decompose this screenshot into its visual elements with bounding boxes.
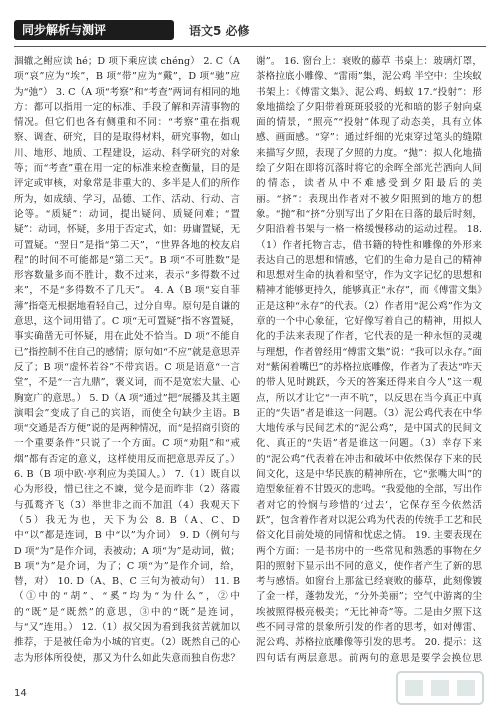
page-header	[14, 20, 486, 44]
header-rule	[14, 46, 486, 47]
right-column	[256, 54, 482, 664]
book-title-badge: 同步解析与测评	[14, 20, 174, 40]
left-column	[14, 54, 240, 664]
right-column-text-a: 谢”。 16. 窗台上：衰败的藤草 书桌上：玻璃灯罩，茶格拉底小雕像、“雷雨”集，泥公鸡 半空中：尘埃蚁 书架上：《傅雷文集》、泥公鸡、蚂蚁 17.“投射”：形象地描绘了夕阳带着斑斑驳驳的光和暗的影子射向桌面的情景，“照亮”“投射”体现了动态美，具有立体感、画面感。“穿”：通过纤细的光束穿过笔头的缝隙来描写夕照，表现了夕照的力度。“抛”：拟人化地描绘了夕阳在即将沉落时将它的余晖全部光芒洒向人间的情态，读者从中不难感受到夕阳最后的美丽。“挤”：表现出作者对不被夕阳照到的地方的想象。“抛”和“挤”分别写出了夕阳在日落的最后时刻，夕阳沿着书架与一格一格缓慢移动的运动过程。 18.（1）作者托物言志，借书籍的特性和雕像的外形来表达自己的思想和情感，它们的生命力是自己的精神和思想对生命的执着和坚守，作为文字记忆的思想和精神才能够更持久，能够真正“永存”，而《傅雷文集》正是这种“永存”的代表。（2）作者用“泥公鸡”作为文章的一个中心象征，它好像写着自己的精神，用拟人化的手法来表现了作者，它代表的是一种永恒的灵魂与理想，作者曾经用“傅雷文集”说：“我可以永存。”面对“紫闲着嘴巴”的苏格拉底雕像，作者为了表达“咋天的带人见时跳跃，今天的答案还得来自今人”这一观点，所以才让它“一声不吭”，以反思在当今真正中真正的“失语”者是谁这一问题。（3）泥公鸡代表在中华大地传承与民间艺术的“泥公鸡”，是中国式的民间文化、真正的“失语”者是谁这一问题。（3）幸存下来的“泥公鸡”代表着在冲击和破坏中依然保存下来的民间文化，这是中华民族的精神所在，它“张嘴大叫”的造型象征着不甘毁灭的悲鸣。“我爱他的全部，写出作者对它的怜悯与珍惜的‘过去’，它保存至今依然活跃”，包含着作者对以泥公鸡为代表的传统手工艺和民俗文化目前处境的同情和忧虑之情。 19. 主要表现在两个方面：一是书房中的一些常见和熟悉的事物在夕阳的照射下显示出不同的意义，使作者产生了新的思考与感悟。如窗台上那盆已经衰败的藤草，此刻像镀了金一样，蓬勃发光，“分外美丽”；空气中游离的尘埃被照得极亮极美；“无比神奇”等。二是由夕照下这些不同寻常的景象所引发的作者的思考，如对傅雷、泥公鸡、苏格拉底雕像等引发的思考。 20. 提示：这四句话有两层意思。前两句的意思是要学会换位思	[256, 56, 482, 664]
subject-label: 语文5 必修	[189, 24, 250, 38]
left-column-text: 涸辙之鲋应读 hé；D 项下乘应读 chéng） 2. C（A 项“哀”应为“埃”，B 项“带”应为“戴”，D 项“驰”应为“弛”） 3. C（A 项“考察”和“考查”两词有相同的地方：都可以指用一定的标准、手段了解和弄清事物的情况。但它们也各有侧重和不同：“考察”重在指观察、调查、研究，目的是取得材料，研究事物，如山川、地形、地质、工程建设，运动、科学研究的对象等；而“考查”重在用一定的标准来检查衡量，目的是评定或审核，对象常是非重大的、多半是人们的所作所为，如成绩、学习，品德、工作、活动、行动、言论等。“质疑”：动词，提出疑问、质疑问难；“置疑”：动词，怀疑，多用于否定式，如：毋庸置疑，无可置疑。“翌日”是指“第二天”，“世界各地的校友启程”的时间不可能都是“第二天”。B 项“不可胜数”是形容数量多而不胜计，数不过来，表示“多得数不过来”，不是“多得数不了几天”。 4. A（B 项“妄自菲薄”指毫无根据地看轻自己，过分自卑。原句是自谦的意思，这个词用错了。C 项“无可置疑”指不容置疑，事实确凿无可怀疑，用在此处不恰当。D 项“不能自已”指控制不住自己的感情；原句如“不应”就是意思弄反了；B 项“虚怀若谷”不带宾语。C 项是语意“一言堂”，不是“一言九鼎”，褒义词，而不是宽宏大量、心胸宽广的意思。） 5. D（A 项“通过”把“展播及其主题演唱会”变成了自己的宾语，而使全句缺少主语。B 项“交通是否方便”说的是两种情况，而“是招商引资的一个重要条件”只说了一个方面。C 项“劝阻”和“戒烟”都有否定的意义，这样使用反而把意思弄反了。） 6. B（B 项中欧·亭利应为美国人。） 7.（1）既自以心为形役，惜已往之不谏，觉今是而昨非（2）落霞与孤鹜齐飞（3）举世非之而不加沮（4）我观天下（5）我无为也，天下为公 8. B（A、C、D 中“以”都是连词，B 中“以”为介词） 9. D（例句与 D 项“为”是作介词，表被动；A 项“为”是动词，做；B 项“为”是介词，为了；C 项“为”是作介词，给，替，对） 10. D（A、B、C 三句为被动句） 11. B（①中的“胡”、“奚”均为“为什么”，②中的“既”是“既然”的意思，③中的“既”是连词，与“又”连用。） 12.（1）叔父因为看到我贫苦就加以推荐，于是被任命为小城的官吏。（2）既然自己的心志为形体所役使，那又为什么如此失意而独自伤悲？	[14, 56, 240, 664]
stamp-watermark-icon	[395, 668, 485, 708]
page-number: 14	[14, 688, 27, 699]
